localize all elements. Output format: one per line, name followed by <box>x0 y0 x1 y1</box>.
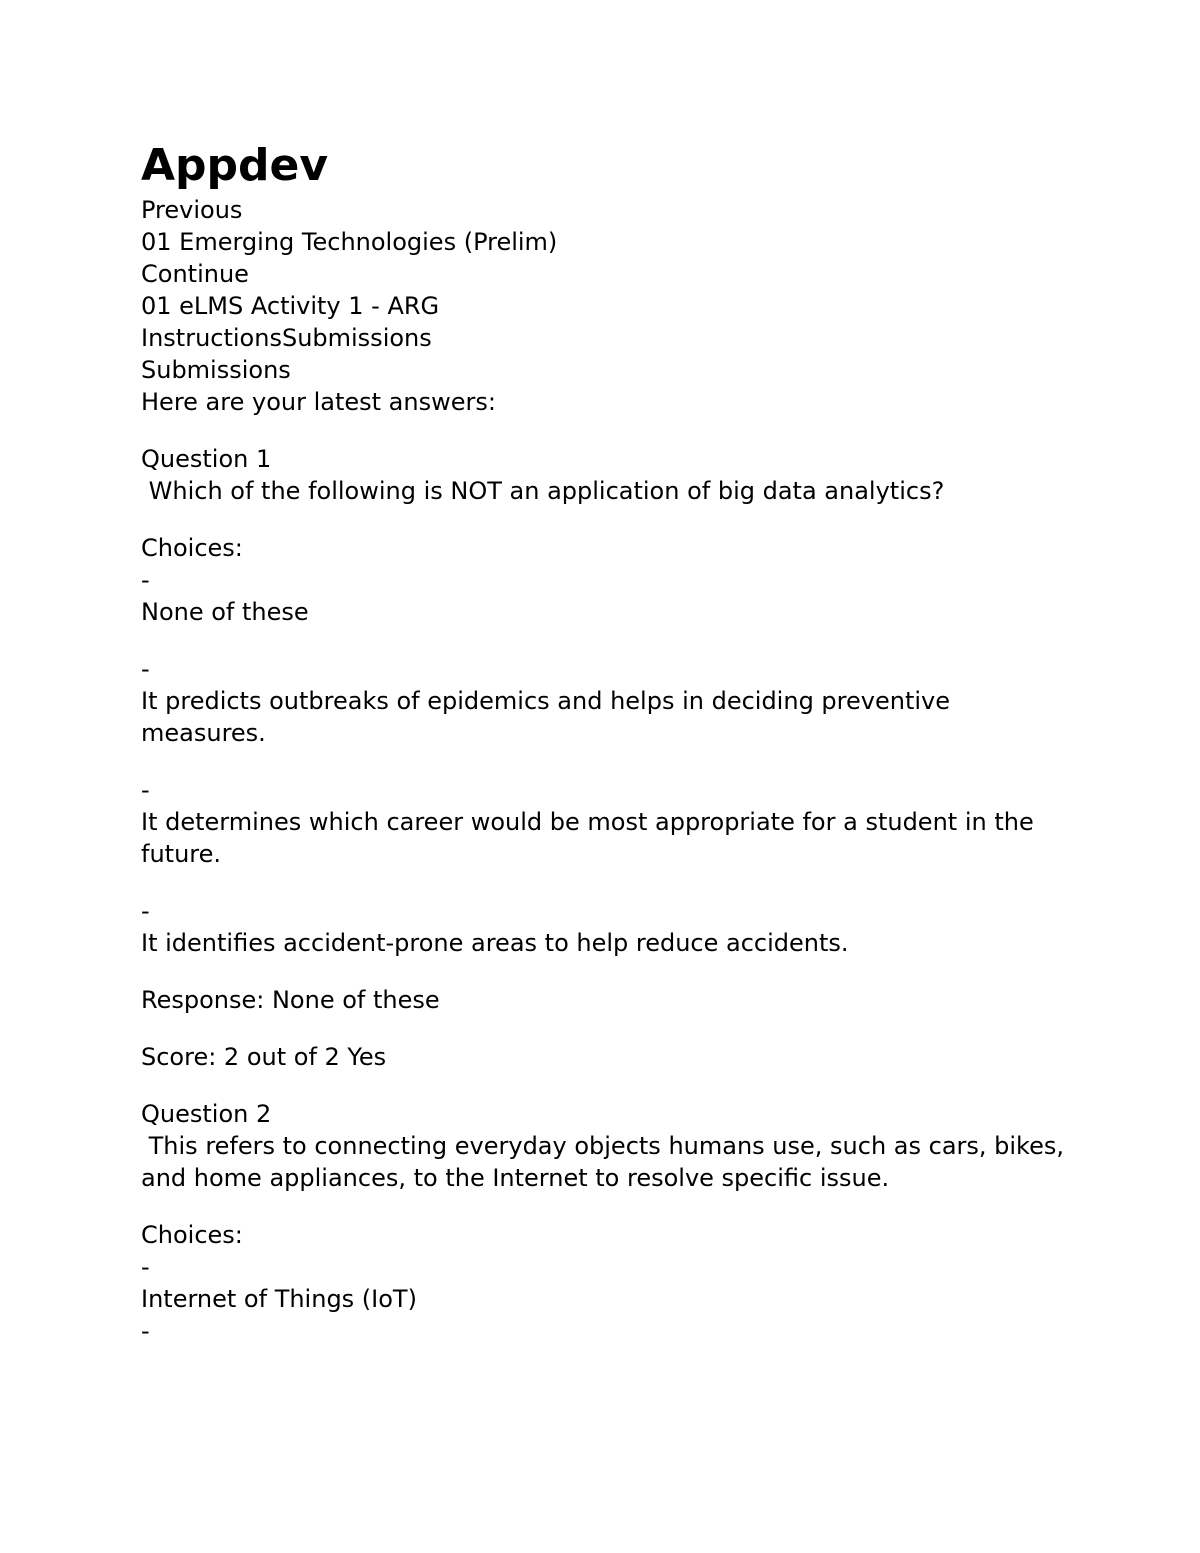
choice-bullet: - <box>141 566 150 594</box>
spacer <box>141 870 1071 895</box>
spacer <box>141 749 1071 774</box>
continue-link[interactable]: Continue <box>141 260 249 288</box>
continue-title[interactable]: 01 eLMS Activity 1 - ARG <box>141 292 440 320</box>
question-label: Question 1 <box>141 445 272 473</box>
choice-text: Internet of Things (IoT) <box>141 1285 417 1313</box>
choice-bullet: - <box>141 1253 150 1281</box>
choices-label: Choices: <box>141 1221 243 1249</box>
previous-link[interactable]: Previous <box>141 196 243 224</box>
choice-bullet: - <box>141 1317 150 1345</box>
choice-text: It identifies accident-prone areas to help reduce accidents. <box>141 929 849 957</box>
spacer <box>141 507 1071 532</box>
spacer <box>141 628 1071 653</box>
choice-text: None of these <box>141 598 309 626</box>
choice-text: It determines which career would be most appropriate for a student in the future. <box>141 808 1042 868</box>
question-block-1 <box>141 443 1071 1098</box>
spacer <box>141 1016 1071 1041</box>
spacer <box>141 1073 1071 1098</box>
previous-title[interactable]: 01 Emerging Technologies (Prelim) <box>141 228 558 256</box>
choices-label: Choices: <box>141 534 243 562</box>
question-text: This refers to connecting everyday objects humans use, such as cars, bikes, and home appliances, to the Internet to resolve specific issue. <box>141 1132 1072 1192</box>
document-page <box>141 138 1071 1347</box>
score-text: Score: 2 out of 2 Yes <box>141 1043 387 1071</box>
spacer <box>141 418 1071 443</box>
tabs-text[interactable]: InstructionsSubmissions <box>141 324 432 352</box>
question-text: Which of the following is NOT an application of big data analytics? <box>141 477 945 505</box>
response-text: Response: None of these <box>141 986 440 1014</box>
choice-bullet: - <box>141 897 150 925</box>
question-label: Question 2 <box>141 1100 272 1128</box>
question-block-2 <box>141 1098 1071 1347</box>
choice-bullet: - <box>141 776 150 804</box>
choice-text: It predicts outbreaks of epidemics and helps in deciding preventive measures. <box>141 687 958 747</box>
page-title: Appdev <box>141 140 329 191</box>
spacer <box>141 1194 1071 1219</box>
section-heading: Submissions <box>141 356 291 384</box>
intro-text: Here are your latest answers: <box>141 388 496 416</box>
spacer <box>141 959 1071 984</box>
choice-bullet: - <box>141 655 150 683</box>
